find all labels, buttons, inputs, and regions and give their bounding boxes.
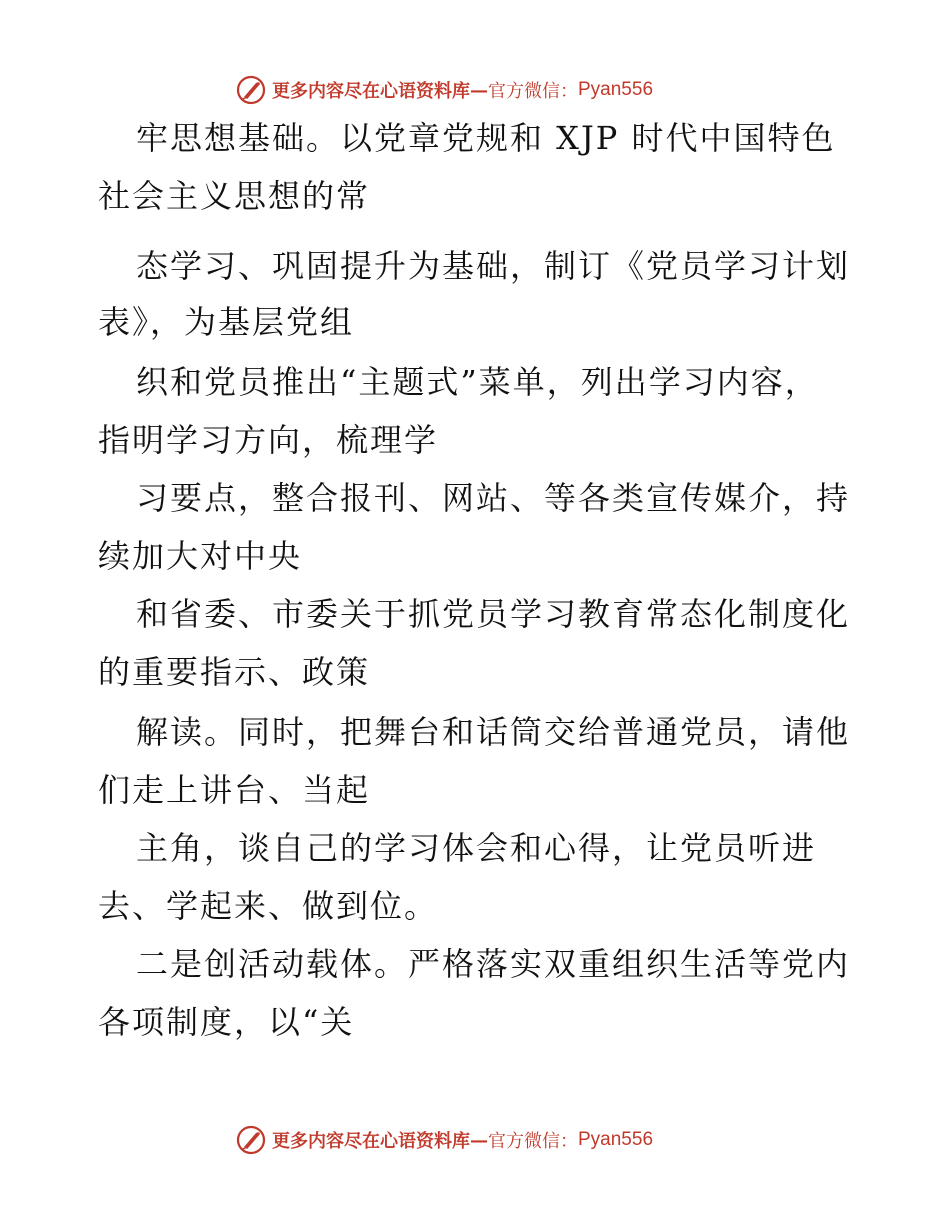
body-line: 表》，为基层党组 [98, 303, 355, 341]
body-line: 们走上讲台、当起 [98, 771, 371, 809]
footer-separator: — [470, 1129, 488, 1151]
body-line: 的重要指示、政策 [98, 653, 371, 691]
footer-wechat-id: Pyan556 [578, 1129, 654, 1150]
header-sub-text: 官方微信： [488, 81, 578, 102]
header-banner [236, 74, 653, 106]
header-separator: — [470, 79, 488, 101]
footer-sub-text: 官方微信： [488, 1131, 578, 1152]
body-line: 去、学起来、做到位。 [98, 887, 439, 925]
body-line: 织和党员推出“主题式”菜单，列出学习内容， [136, 363, 819, 401]
body-line: 习要点，整合报刊、网站、等各类宣传媒介，持 [136, 479, 851, 517]
body-line: 指明学习方向，梳理学 [98, 421, 439, 459]
quill-pen-logo-icon [236, 75, 266, 105]
header-wechat-id: Pyan556 [578, 79, 654, 100]
body-line: 各项制度，以“关 [98, 1003, 355, 1041]
quill-pen-logo-icon [236, 1125, 266, 1155]
body-line: 和省委、市委关于抓党员学习教育常态化制度化 [136, 595, 851, 633]
footer-main-text: 更多内容尽在心语资料库 [272, 1131, 470, 1152]
body-line: 二是创活动载体。严格落实双重组织生活等党内 [136, 945, 851, 983]
body-line: 解读。同时，把舞台和话筒交给普通党员，请他 [136, 713, 851, 751]
footer-banner [236, 1124, 653, 1156]
body-line: 态学习、巩固提升为基础，制订《党员学习计划 [136, 247, 851, 285]
body-line: 主角，谈自己的学习体会和心得，让党员听进 [136, 829, 817, 867]
body-line: 社会主义思想的常 [98, 177, 371, 215]
body-line: 续加大对中央 [98, 537, 303, 575]
header-main-text: 更多内容尽在心语资料库 [272, 81, 470, 102]
body-line: 牢思想基础。以党章党规和 XJP 时代中国特色 [136, 119, 836, 157]
